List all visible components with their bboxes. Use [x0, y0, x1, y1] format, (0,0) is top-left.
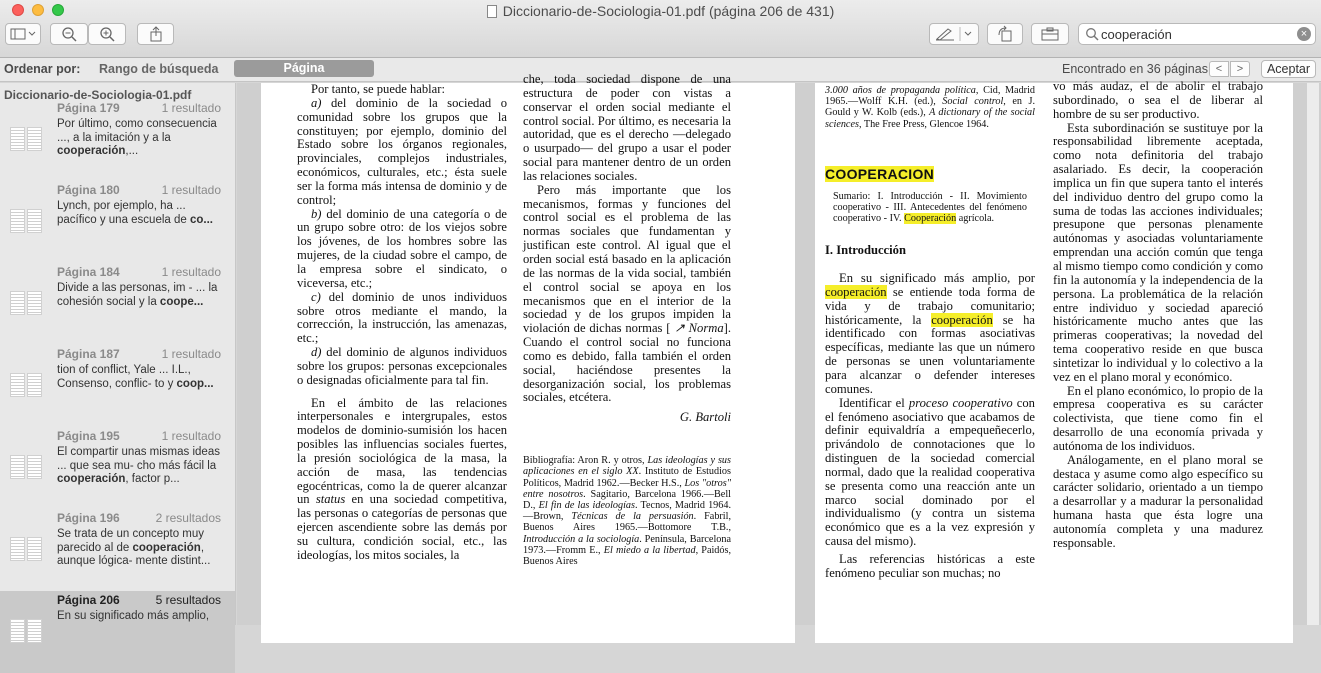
col3-paragraph-2-end: con el fenómeno asociativo que acabamos de definir equivaldría a empequeñecerlo, privándolo de connotaciones que lo distinguen de la sociedad comercial normal, dado que la realidad cooperativa se presenta como una reacción ante un marco social dominado por el individualismo (y contra un sistema económico que es a la vez expresión y causa del mismo). [825, 395, 1035, 549]
bib-text-6: , Paidós, Buenos Aires [523, 544, 731, 567]
bib-text-4: . Fabril, Buenos Aires 1965.—Bottomore T.B., [523, 511, 732, 534]
proceso-cooperativo-term: proceso cooperativo [908, 395, 1013, 410]
bib-text-5: . Península, Barcelona 1973.—Fromm E., [523, 533, 731, 556]
page-thumbnail [10, 373, 42, 397]
text-column-2 [523, 73, 731, 567]
item-a-label: a) [311, 95, 322, 110]
col1-paragraph-end: en una sociedad competitiva, las personas o categorías de personas que ejercen ascendiente sobre las demás por su cultura, condición social, etc., las ideologías, los mitos sociales, la [297, 492, 508, 562]
result-page: Página 196 [57, 511, 120, 525]
search-icon [1085, 27, 1099, 41]
col4-paragraph-4: Análogamente, en el plano moral se destaca y asume como algo específico su carácter solidario, orientado a un tiempo a desarrollar y a madurar la personalidad humana hasta que ésta logre una autonomía completa y una madurez responsable. [1053, 452, 1263, 550]
bib-text-7: , Cid, Madrid 1965.—Wolff K.H. (ed.), [825, 85, 1035, 108]
col4-paragraph-1: vo más audaz, el de abolir el trabajo subordinado, o sea el de liberar al hombre de su ser productivo. [1053, 79, 1263, 121]
bib-title-2: Los "otros" entre nosotros [523, 477, 731, 500]
search-hit: cooperación [825, 284, 887, 299]
bib-text-3: . Tecnos, Madrid 1964.—Brown, [523, 499, 731, 523]
bib-title-5: Introducción a la sociología [523, 533, 640, 545]
norma-reference: ↗ Norma [670, 321, 724, 336]
col1-intro: Por tanto, se puede hablar: [311, 82, 445, 96]
result-snippet: Lynch, por ejemplo, ha ... pacífico y una escuela de co... [57, 200, 213, 226]
bib-title-7: 3.000 años de propaganda política [825, 85, 976, 96]
result-count: 5 resultados [155, 593, 221, 607]
share-button[interactable] [137, 23, 174, 45]
author-signature: G. Bartoli [679, 410, 731, 425]
pdf-page-right [815, 79, 1293, 643]
col3-paragraph-2: Identificar el [839, 395, 909, 410]
clear-search-icon[interactable]: × [1297, 27, 1311, 41]
col3-paragraph-1-end: se ha identificado con formas asociativas específicas, mediante las que un número de personas se unen voluntariamente para alcanzar o defender intereses comunes. [825, 312, 1035, 396]
item-b-text: del dominio de una categoría o de un grupo sobre otro: de los viejos sobre los jóvenes, de los hombres sobre las mujeres, de la ciudad sobre el campo, de la empresa sobre el sindicato, o viceversa, etc.; [297, 206, 507, 290]
found-count: Encontrado en 36 páginas [1062, 62, 1208, 76]
result-page: Página 206 [57, 593, 120, 607]
rotate-button[interactable] [987, 23, 1023, 45]
text-column-3 [825, 85, 1035, 581]
search-result-item[interactable] [0, 345, 235, 427]
section-heading: I. Introducción [825, 243, 906, 258]
share-icon [149, 26, 163, 42]
previous-result-button[interactable]: < [1209, 61, 1229, 77]
next-result-button[interactable]: > [1230, 61, 1250, 77]
window-toolbar [0, 0, 1321, 58]
col2-paragraph-2: Pero más importante que los mecanismos, formas y funciones del control social es el problema de las normas sociales que fundamentan y justifican este control. Al igual que el orden social está basado en la aplicación de las normas de la vida social, también el control social se apoya en los mecanismos que en el interior de la sociedad y de los grupos impiden la violación de dichas normas [ [523, 182, 731, 336]
rotate-icon [996, 26, 1014, 42]
sidebar-icon [10, 28, 36, 40]
entry-heading: COOPERACION [825, 165, 935, 182]
status-term: status [315, 492, 346, 507]
search-field[interactable] [1078, 23, 1316, 45]
col1-paragraph: En el ámbito de las relaciones interpersonales e intergrupales, estos modelos de dominio-sumisión los hacen posibles las influencias sociales fuertes, la presión sociológica de la masa, la acción de masa, las tendencias egocéntricas, como la de querer alcanzar un [297, 395, 507, 507]
accept-button[interactable]: Aceptar [1261, 60, 1316, 78]
window-title-text: Diccionario-de-Sociologia-01.pdf (página 206 de 431) [502, 3, 835, 19]
result-count: 1 resultado [161, 265, 221, 279]
col2-paragraph-2-end: ]. Cuando el control social no funciona como es debido, falla también el orden social, haciéndose presentes la desorganización social, los problemas sociales, etcétera. [523, 321, 731, 405]
toolbox-icon [1041, 27, 1059, 41]
search-input[interactable] [1101, 26, 1291, 42]
sort-by-range-tab[interactable]: Rango de búsqueda [99, 62, 219, 76]
document-icon [487, 5, 497, 18]
bib-title-9: A dictionary of the social sciences [825, 107, 1035, 130]
col4-paragraph-3: En el plano económico, lo propio de la empresa cooperativa es su carácter colectivista, que tiene como fin el desarrollo de una economía privada y autónoma de los individuos. [1053, 383, 1263, 453]
result-count: 1 resultado [161, 183, 221, 197]
item-c-label: c) [311, 289, 321, 304]
result-page: Página 179 [57, 101, 120, 115]
col2-paragraph-1: che, toda sociedad dispone de una estructura de poder con vistas a conservar el orden social mediante el control social. Por último, es necesaria la autoridad, que es el derecho —delegado o usurpado— del grupo a usar el poder social para mantener dentro de un orden las relaciones sociales. [523, 72, 731, 183]
result-count: 2 resultados [155, 511, 221, 525]
result-page: Página 195 [57, 429, 120, 443]
pdf-viewer[interactable] [237, 72, 1321, 625]
pdf-page-left [261, 72, 795, 643]
summary-end: agrícola. [956, 213, 995, 225]
item-a-text: del dominio de la sociedad o comunidad sobre los grupos que la constituyen; por ejemplo, dominio del Estado sobre los órganos regionales, provinciales, complejos industriales, económicos, culturales, etc.; ésta suele ser la forma más intensa de dominio y de control; [297, 95, 507, 207]
search-result-item[interactable] [0, 181, 235, 263]
page-thumbnail [10, 455, 42, 479]
result-snippet: Divide a las personas, im - ... la cohesión social y la coope... [57, 282, 218, 308]
col3-paragraph-1: En su significado más amplio, por [839, 271, 1035, 286]
bib-title-6: El miedo a la libertad [603, 544, 696, 556]
sidebar-file-name: Diccionario-de-Sociologia-01.pdf [4, 88, 192, 102]
col3-paragraph-3: Las referencias históricas a este fenómeno peculiar son muchas; no [825, 551, 1035, 580]
pen-icon [934, 27, 974, 41]
sidebar-toggle-button[interactable] [5, 23, 41, 45]
text-column-1 [297, 83, 507, 563]
bib-title-4: Técnicas de la persuasión [571, 511, 694, 523]
summary-text: Sumario: I. Introducción - II. Movimiento cooperativo - III. Antecedentes del fenómeno cooperativo - IV. [833, 190, 1027, 225]
result-snippet: tion of conflict, Yale ... I.L., Consenso, conflic- to y coop... [57, 364, 214, 390]
search-hit: Cooperación [904, 213, 957, 225]
item-b-label: b) [311, 206, 322, 221]
zoom-in-button[interactable] [88, 23, 126, 45]
result-snippet: Por último, como consecuencia ..., a la imitación y a la cooperación,... [57, 118, 217, 157]
result-page: Página 187 [57, 347, 120, 361]
bib-text-1: . Instituto de Estudios Políticos, Madrid 1962.—Becker H.S., [523, 466, 731, 489]
bib-title-8: Social control [942, 96, 1004, 108]
item-d-label: d) [311, 345, 322, 360]
window-title [0, 3, 1321, 19]
page-thumbnail [10, 291, 42, 315]
bib-text-9: , The Free Press, Glencoe 1964. [858, 118, 989, 130]
text-column-4 [1053, 80, 1263, 551]
search-results-sidebar [0, 83, 236, 625]
markup-button[interactable] [929, 23, 979, 45]
result-page: Página 180 [57, 183, 120, 197]
sort-by-page-tab[interactable]: Página [234, 60, 374, 77]
bib-text-8: , en J. Gould y W. Kolb (eds.), [825, 96, 1035, 119]
search-result-item[interactable] [0, 427, 235, 509]
bib-title-3: El fin de las ideologías [538, 499, 635, 511]
page-thumbnail [10, 537, 42, 561]
vertical-scrollbar[interactable] [1307, 83, 1319, 625]
page-thumbnail [10, 209, 42, 233]
search-result-item[interactable] [0, 591, 235, 673]
col3-paragraph-1-mid: se entiende toda forma de vida y de trabajo comunitario; históricamente, la [825, 284, 1035, 327]
result-page: Página 184 [57, 265, 120, 279]
item-d-text: del dominio de algunos individuos sobre los grupos: personas excepcionales o designadas oficialmente para tal fin. [297, 345, 507, 387]
bib-text-2: . Sagitario, Barcelona 1966.—Bell D., [523, 488, 731, 511]
bib-title-1: Las ideologías y sus aplicaciones en el siglo XX [523, 455, 731, 478]
page-thumbnail [10, 127, 42, 151]
result-count: 1 resultado [161, 347, 221, 361]
zoom-out-button[interactable] [50, 23, 88, 45]
item-c-text: del dominio de unos individuos sobre otros mediante el mando, la corrección, la instrucción, las amenazas, etc.; [297, 289, 507, 346]
result-count: 1 resultado [161, 429, 221, 443]
result-snippet: En su significado más amplio, [57, 610, 210, 622]
zoom-in-icon [99, 26, 115, 42]
search-hit: cooperación [931, 312, 993, 327]
toolbox-button[interactable] [1031, 23, 1069, 45]
search-result-item[interactable] [0, 509, 235, 591]
result-snippet: El compartir unas mismas ideas ... que sea mu- cho más fácil la cooperación, factor p... [57, 446, 220, 485]
result-snippet: Se trata de un concepto muy parecido al de cooperación, aunque lógica- mente distint... [57, 528, 211, 567]
sort-by-label: Ordenar por: [4, 62, 81, 76]
page-thumbnail [10, 619, 42, 643]
search-result-item[interactable] [0, 263, 235, 345]
result-count: 1 resultado [161, 101, 221, 115]
col4-paragraph-2: Esta subordinación se sustituye por la responsabilidad libremente aceptada, como nota definitoria del trabajo asalariado. Es decir, la cooperación implica un fin que supera tanto el interés del individuo dentro del grupo como la suma de todas las acciones individuales; presupone que personas plenamente autónomas y asociadas voluntariamente emprendan una acción común que tenga al mismo tiempo como condición y como fin la autonomía y la independencia de la persona. La problemática de la relación entre individuo y sociedad apareció históricamente mucho antes que las primeras cooperativas; la novedad del tema cooperativo reside en que busca sintetizar lo individual y lo colectivo a la vez en el plano moral y económico. [1053, 120, 1263, 384]
search-result-item[interactable] [0, 99, 235, 181]
zoom-out-icon [61, 26, 77, 42]
bibliography-label: Bibliografía: Aron R. y otros, [523, 455, 648, 467]
